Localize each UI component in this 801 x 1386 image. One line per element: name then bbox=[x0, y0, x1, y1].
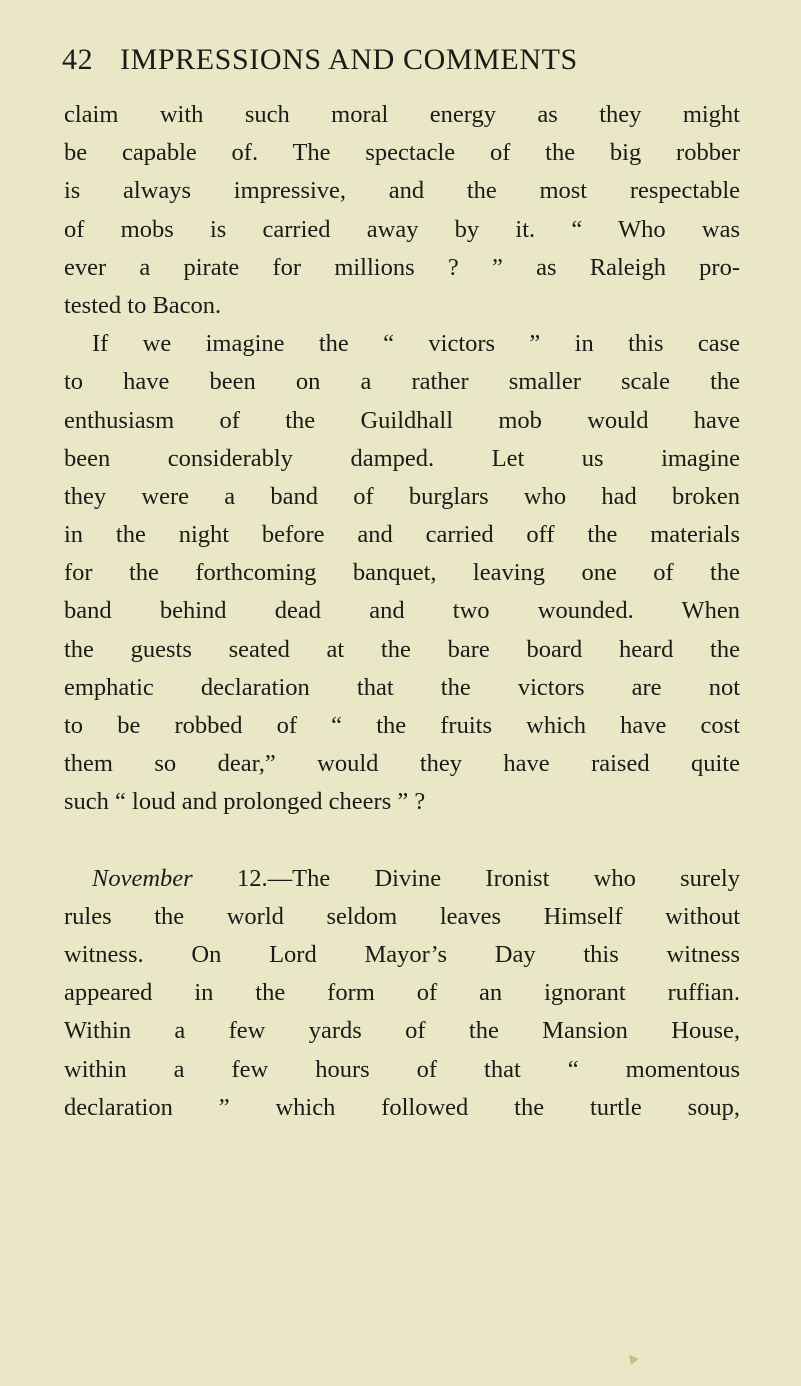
text-line: enthusiasm of the Guildhall mob would have bbox=[64, 406, 740, 434]
section-heading-line bbox=[64, 860, 740, 898]
text-line: they were a band of burglars who had broken bbox=[64, 482, 740, 510]
text-line: been considerably damped. Let us imagine bbox=[64, 444, 740, 472]
text-line: claim with such moral energy as they might bbox=[64, 101, 740, 128]
text-line: in the night before and carried off the materials bbox=[64, 521, 740, 549]
text-line: is always impressive, and the most respectable bbox=[64, 177, 740, 205]
text-line: tested to Bacon. bbox=[64, 291, 222, 319]
text-line: them so dear,” would they have raised quite bbox=[64, 750, 740, 778]
text-line: ever a pirate for millions ? ” as Raleigh pro- bbox=[64, 253, 740, 281]
text-line: for the forthcoming banquet, leaving one of the bbox=[64, 559, 740, 587]
page-number: 42 bbox=[62, 43, 94, 76]
text-line: to be robbed of “ the fruits which have cost bbox=[64, 712, 740, 739]
running-head bbox=[62, 40, 742, 80]
entry-date: November bbox=[92, 864, 193, 892]
section-gap bbox=[64, 822, 740, 860]
text-line: the guests seated at the bare board heard the bbox=[64, 635, 740, 663]
running-title: IMPRESSIONS AND COMMENTS bbox=[120, 43, 578, 76]
text-line: within a few hours of that “ momentous bbox=[64, 1055, 740, 1083]
text-line: emphatic declaration that the victors are not bbox=[64, 673, 740, 701]
text-line: declaration ” which followed the turtle soup, bbox=[64, 1093, 740, 1121]
text-line: band behind dead and two wounded. When bbox=[64, 597, 740, 625]
text-line: Within a few yards of the Mansion House, bbox=[64, 1017, 740, 1045]
text-line: witness. On Lord Mayor’s Day this witness bbox=[64, 940, 740, 968]
body-text bbox=[64, 96, 740, 1127]
text-line: appeared in the form of an ignorant ruffian. bbox=[64, 979, 740, 1007]
text-line: of mobs is carried away by it. “ Who was bbox=[64, 215, 740, 243]
text-line: such “ loud and prolonged cheers ” ? bbox=[64, 788, 426, 816]
paper-speck bbox=[625, 1352, 638, 1365]
text-fragment: 12.—The Divine Ironist who surely bbox=[192, 864, 740, 892]
text-line: If we imagine the “ victors ” in this case bbox=[92, 330, 740, 358]
text-line: be capable of. The spectacle of the big robber bbox=[64, 139, 740, 167]
text-line: to have been on a rather smaller scale the bbox=[64, 368, 740, 396]
text-line: rules the world seldom leaves Himself without bbox=[64, 902, 740, 930]
